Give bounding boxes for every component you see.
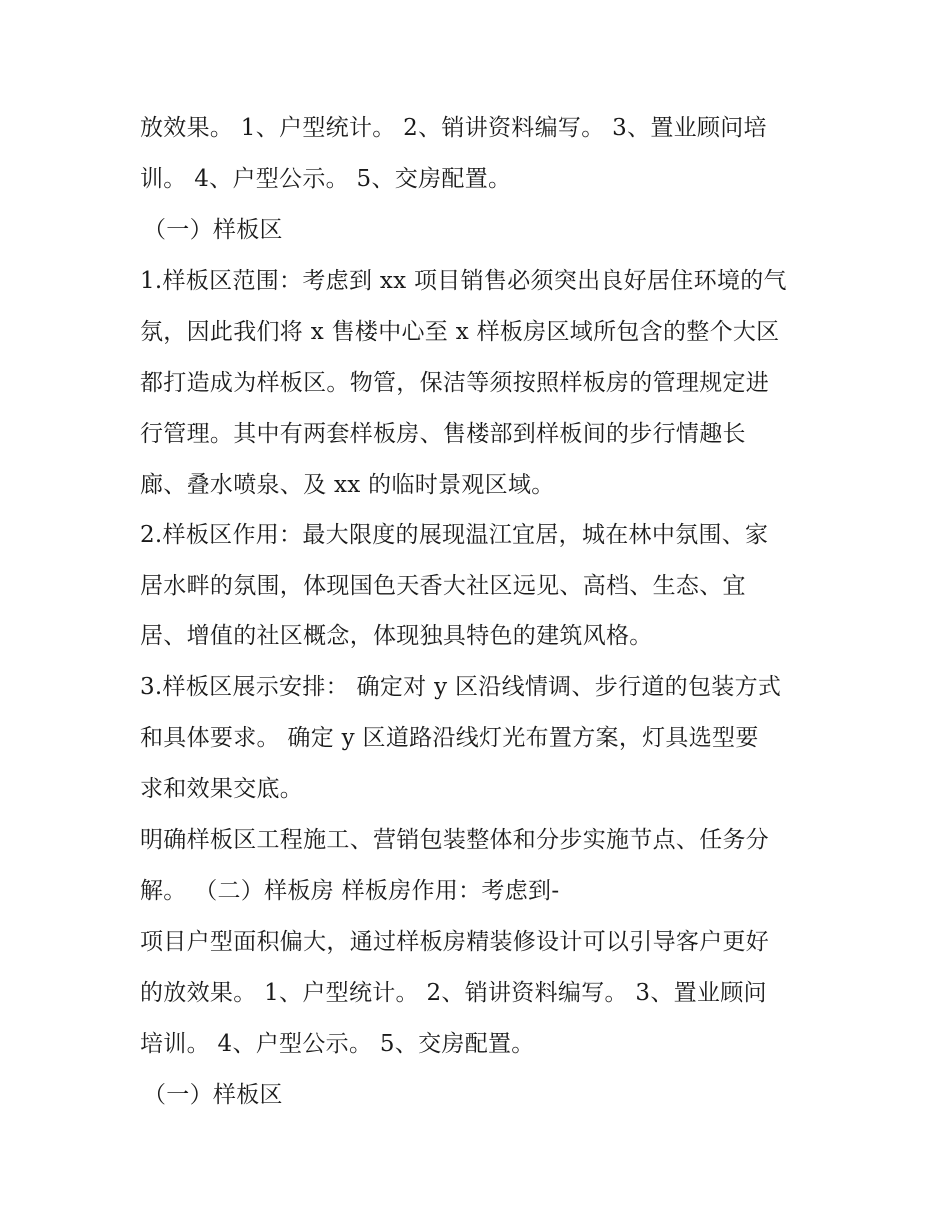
- text-line: 2.样板区作用：最大限度的展现温江宜居，城在林中氛围、家: [140, 522, 769, 548]
- text-line: 居、增值的社区概念，体现独具特色的建筑风格。: [140, 623, 653, 649]
- text-line: 居水畔的氛围，体现国色天香大社区远见、高档、生态、宜: [140, 573, 746, 599]
- section-heading: （一）样板区: [143, 217, 283, 243]
- text-line: 廊、叠水喷泉、及 xx 的临时景观区域。: [140, 472, 555, 498]
- text-line: 氛，因此我们将 x 售楼中心至 x 样板房区域所包含的整个大区: [140, 319, 780, 345]
- text-line: 解。 （二）样板房 样板房作用：考虑到-: [140, 878, 560, 904]
- text-line: 明确样板区工程施工、营销包装整体和分步实施节点、任务分: [140, 827, 770, 853]
- text-line: 训。 4、户型公示。 5、交房配置。: [140, 166, 512, 192]
- text-line: 的放效果。 1、户型统计。 2、销讲资料编写。 3、置业顾问: [140, 980, 767, 1006]
- text-line: 项目户型面积偏大，通过样板房精装修设计可以引导客户更好: [140, 929, 770, 955]
- text-line: 培训。 4、户型公示。 5、交房配置。: [140, 1031, 535, 1057]
- text-line: 求和效果交底。: [140, 776, 304, 802]
- text-line: 放效果。 1、户型统计。 2、销讲资料编写。 3、置业顾问培: [140, 115, 767, 141]
- text-line: 3.样板区展示安排： 确定对 y 区沿线情调、步行道的包装方式: [140, 674, 782, 700]
- text-line: 1.样板区范围：考虑到 xx 项目销售必须突出良好居住环境的气: [140, 268, 787, 294]
- text-line: 都打造成为样板区。物管，保洁等须按照样板房的管理规定进: [140, 370, 770, 396]
- section-heading: （一）样板区: [143, 1082, 283, 1108]
- text-line: 和具体要求。 确定 y 区道路沿线灯光布置方案，灯具选型要: [140, 725, 759, 751]
- text-line: 行管理。其中有两套样板房、售楼部到样板间的步行情趣长: [140, 421, 746, 447]
